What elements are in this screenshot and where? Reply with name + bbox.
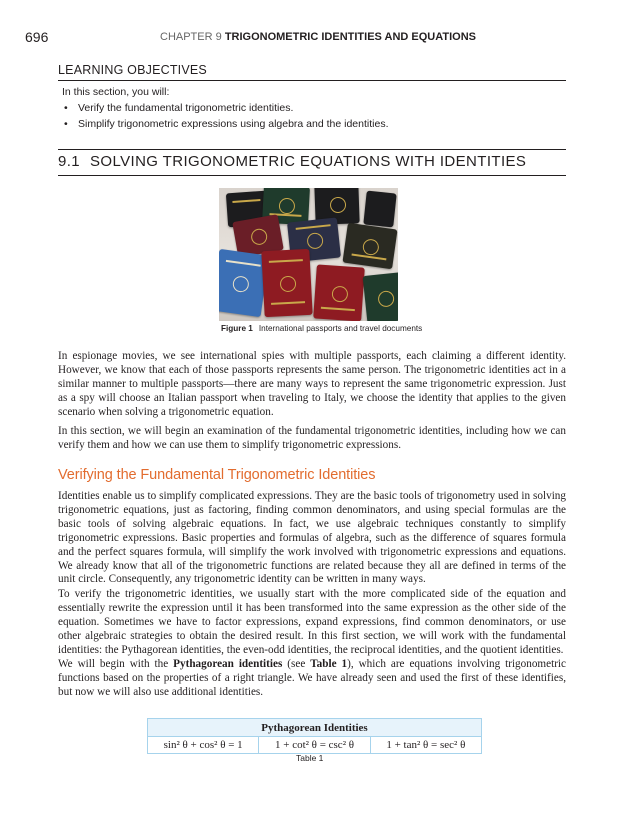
- section-bottom-rule: [58, 175, 566, 176]
- table-cell: 1 + cot² θ = csc² θ: [259, 737, 370, 754]
- passport-red: [261, 249, 312, 317]
- chapter-title: TRIGONOMETRIC IDENTITIES AND EQUATIONS: [224, 31, 476, 43]
- section-title: SOLVING TRIGONOMETRIC EQUATIONS WITH IDENTITIES: [90, 153, 527, 170]
- term-pythagorean-identities: Pythagorean identities: [173, 658, 283, 670]
- learning-objectives-title: LEARNING OBJECTIVES: [58, 63, 207, 77]
- paragraph-text: ), which are equations involving trigonometric functions based on the properties of a right triangle. We have already seen and used the first of these identifies, but now we will also use additional identities.: [58, 658, 567, 698]
- learning-objectives-list: [62, 100, 389, 132]
- passport-red-second: [313, 264, 365, 321]
- objective-item: • Simplify trigonometric expressions using algebra and the identities.: [62, 116, 389, 132]
- intro-paragraph: In this section, we will begin an examination of the fundamental trigonometric identities, including how we can verify them and how we can use them to simplify trigonometric expressions.: [58, 425, 566, 451]
- subsection-heading: Verifying the Fundamental Trigonometric Identities: [58, 467, 376, 483]
- paragraph-text: We will begin with the: [58, 658, 174, 670]
- figure-caption: [221, 324, 422, 333]
- body-paragraph: To verify the trigonometric identities, we usually start with the more complicated side of the equation and essentially rewrite the expression until it has been transformed into the same expression as the other side of the equation. Sometimes we have to factor expressions, expand expressions, find common denominators, or use other algebraic strategies to obtain the desired result. In this first section, we will work with the fundamental identities: the Pythagorean identities, the even-odd identities, the reciprocal identities, and the quotient identities.: [58, 588, 566, 656]
- body-paragraph: Identities enable us to simplify complicated expressions. They are the basic tools of trigonometry used in solving trigonometric equations, just as factoring, finding common denominators, and using special formulas are the basic tools of solving algebraic equations. In fact, we use algebraic techniques constantly to simplify trigonometric expressions. Basic properties and formulas of algebra, such as the difference of squares formula and the perfect squares formula, will simplify the work involved with trigonometric expressions and equations. We already know that all of the trigonometric functions are related because they all are defined in terms of the unit circle. Consequently, any trigonometric identity can be written in many ways.: [58, 490, 566, 586]
- intro-paragraph: In espionage movies, we see international spies with multiple passports, each claiming a different identity. However, we know that each of those passports represents the same person. The trigonometric identities act in a similar manner to multiple passports—there are many ways to represent the same trigonometric expression. Just as a spy will choose an Italian passport when traveling to Italy, we choose the identity that applies to the given scenario when solving a trigonometric equation.: [58, 350, 566, 418]
- learning-objectives-rule: [58, 80, 566, 81]
- table-caption: Table 1: [296, 753, 324, 763]
- objective-item: • Verify the fundamental trigonometric identities.: [62, 100, 389, 116]
- table-cell: sin² θ + cos² θ = 1: [148, 737, 259, 754]
- passport-black-top-right: [363, 191, 396, 228]
- section-top-rule: [58, 149, 566, 150]
- body-paragraph-last: [58, 658, 566, 700]
- running-head: [160, 31, 476, 43]
- passport-green-bottom: [363, 272, 398, 321]
- section-heading: [58, 153, 526, 170]
- passport-dark-right: [342, 223, 397, 270]
- passports-photo: [219, 188, 398, 321]
- page-number: 696: [25, 29, 49, 45]
- learning-objectives-intro: In this section, you will:: [62, 86, 170, 98]
- chapter-label: CHAPTER 9: [160, 31, 222, 43]
- table-reference-link[interactable]: Table 1: [310, 658, 348, 670]
- table-header: Pythagorean Identities: [148, 719, 482, 737]
- table-cell: 1 + tan² θ = sec² θ: [370, 737, 481, 754]
- paragraph-text: (see: [282, 658, 311, 670]
- pythagorean-identities-table: [147, 718, 482, 754]
- section-number: 9.1: [58, 153, 81, 170]
- figure-label: Figure 1: [221, 324, 253, 333]
- figure-caption-text: International passports and travel documents: [258, 324, 423, 333]
